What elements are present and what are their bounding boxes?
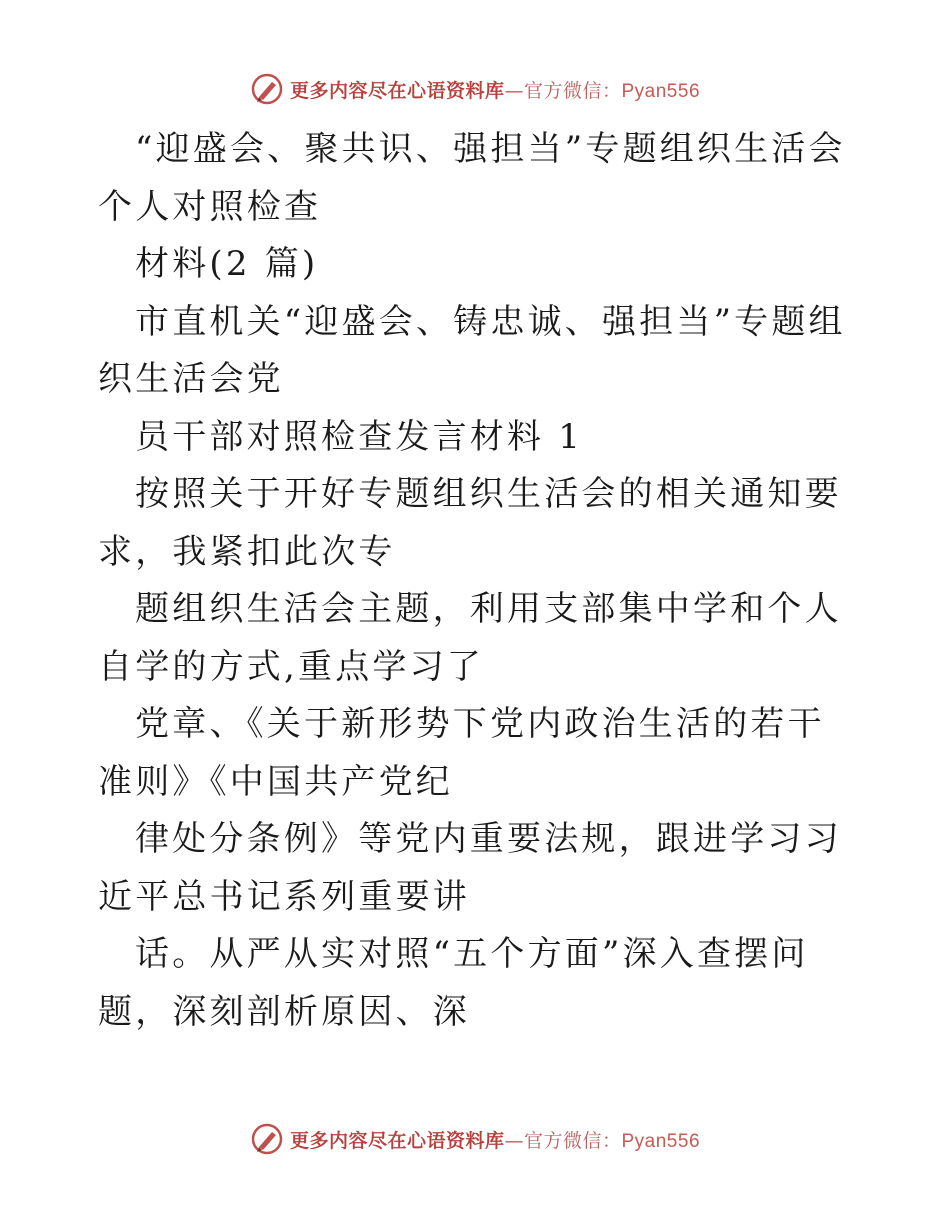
banner-wechat-label: 官方微信： xyxy=(523,79,622,102)
banner-wechat-id: Pyan556 xyxy=(621,1130,701,1152)
paragraph-body: 党章、《关于新形势下党内政治生活的若干准则》《中国共产党纪 xyxy=(98,704,825,802)
banner-separator: — xyxy=(504,1129,524,1152)
paragraph-title: “迎盛会、聚共识、强担当”专题组织生活会个人对照检查 xyxy=(98,129,846,227)
banner-separator: — xyxy=(504,79,524,102)
pen-logo-icon xyxy=(250,72,284,106)
document-body xyxy=(98,121,858,1041)
banner-wechat-id: Pyan556 xyxy=(621,80,701,102)
banner-site-name: 更多内容尽在心语资料库 xyxy=(289,79,505,102)
paragraph-subtitle-end: 员干部对照检查发言材料 1 xyxy=(135,416,584,457)
banner-wechat-label: 官方微信： xyxy=(523,1129,622,1152)
footer-banner xyxy=(0,1122,950,1156)
paragraph-title-count: 材料(2 篇) xyxy=(135,244,319,284)
banner-text xyxy=(290,1126,700,1153)
paragraph-body: 话。从严从实对照“五个方面”深入查摆问题，深刻剖析原因、深 xyxy=(98,934,809,1032)
pen-logo-icon xyxy=(250,1122,284,1156)
banner-site-name: 更多内容尽在心语资料库 xyxy=(289,1129,505,1152)
paragraph-body: 律处分条例》等党内重要法规，跟进学习习近平总书记系列重要讲 xyxy=(98,819,842,917)
paragraph-body: 题组织生活会主题，利用支部集中学和个人自学的方式,重点学习了 xyxy=(98,589,842,687)
banner-text xyxy=(290,76,700,103)
paragraph-subtitle: 市直机关“迎盛会、铸忠诚、强担当”专题组织生活会党 xyxy=(98,301,846,399)
header-banner xyxy=(0,72,950,106)
paragraph-body: 按照关于开好专题组织生活会的相关通知要求，我紧扣此次专 xyxy=(98,474,842,572)
